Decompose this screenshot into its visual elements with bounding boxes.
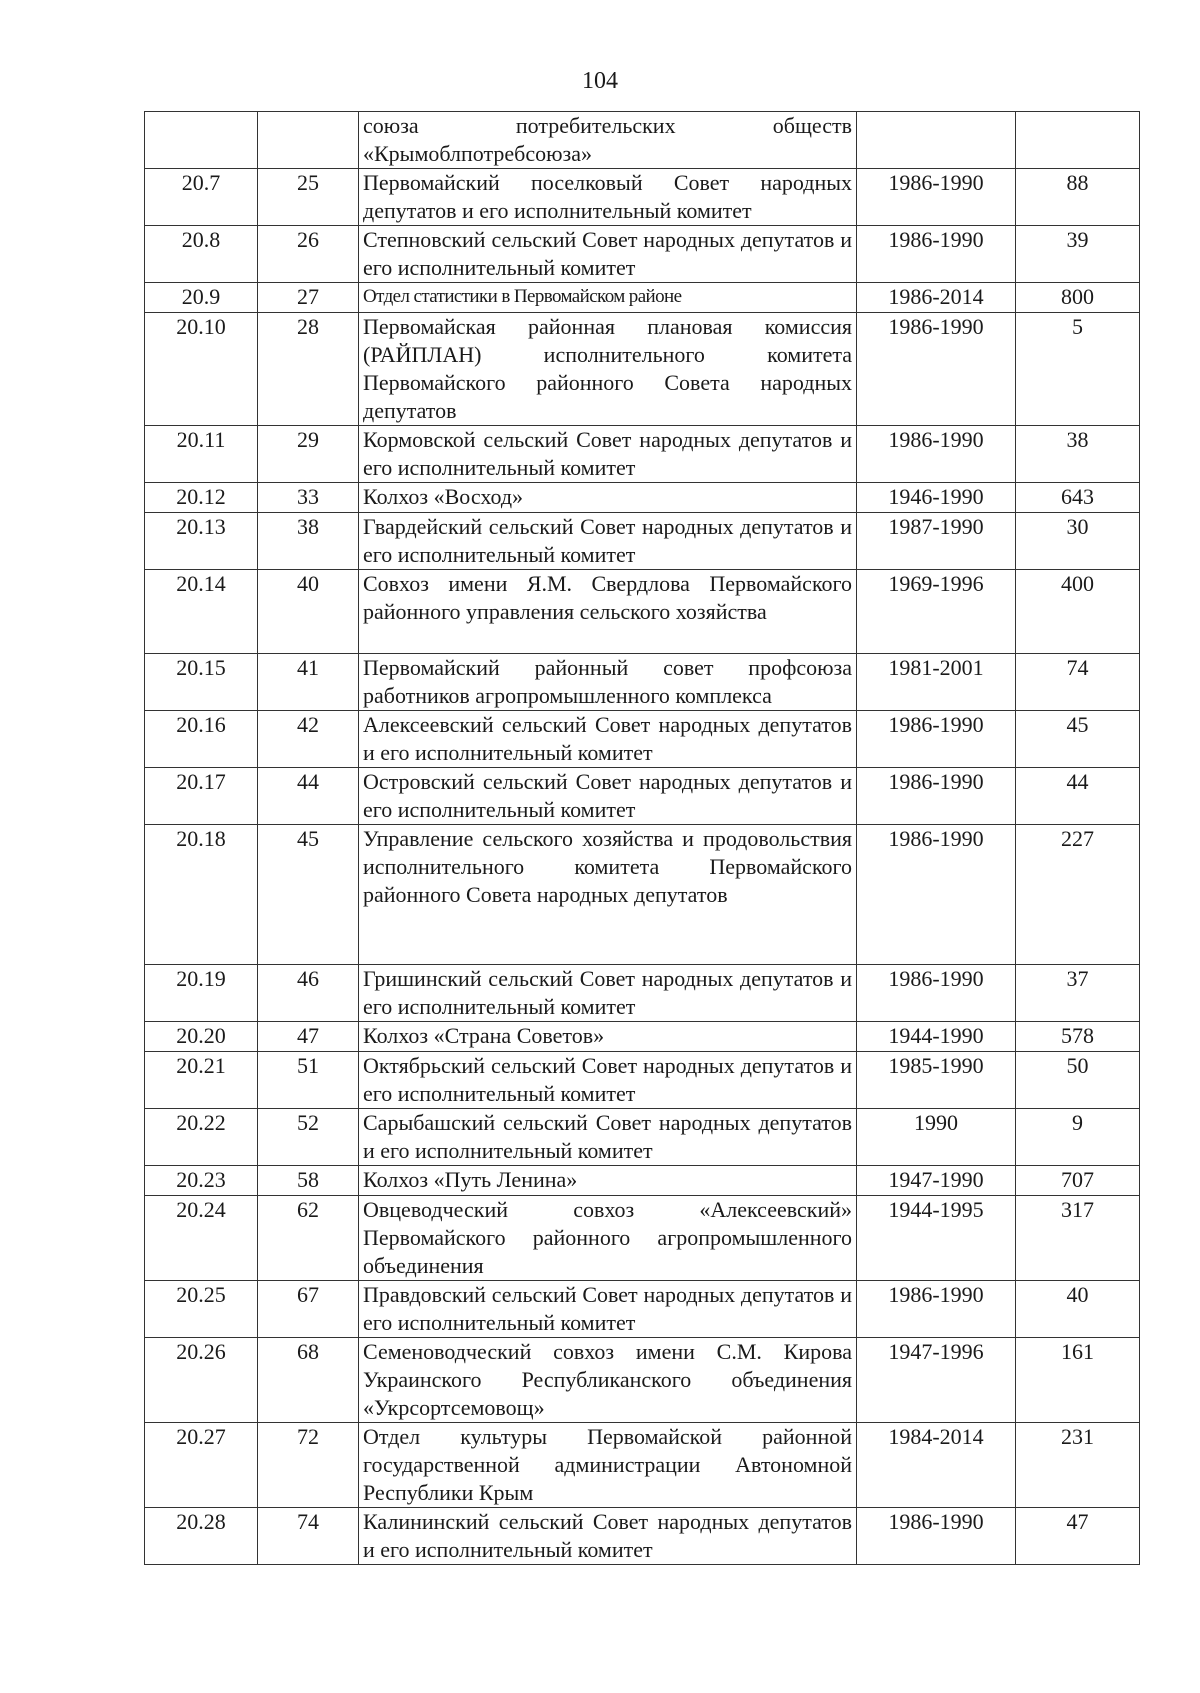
- row-number-cell: 20.25: [145, 1281, 258, 1338]
- table-row: [145, 483, 1140, 513]
- date-range-cell: 1986-1990: [857, 711, 1016, 768]
- storage-units-cell: 37: [1016, 965, 1140, 1022]
- fund-number-cell: 33: [258, 483, 359, 513]
- date-range-cell: 1986-1990: [857, 768, 1016, 825]
- date-range-cell: 1944-1995: [857, 1196, 1016, 1281]
- row-number-cell: 20.27: [145, 1423, 258, 1508]
- storage-units-cell: 44: [1016, 768, 1140, 825]
- fund-number-cell: [258, 112, 359, 169]
- fund-name-cell: Гвардейский сельский Совет народных депутатов и его исполнительный комитет: [359, 513, 857, 570]
- date-range-cell: 1986-2014: [857, 283, 1016, 313]
- fund-name-cell: Колхоз «Путь Ленина»: [359, 1166, 857, 1196]
- table-row: [145, 768, 1140, 825]
- table-row: [145, 112, 1140, 169]
- fund-name-cell: Правдовский сельский Совет народных депутатов и его исполнительный комитет: [359, 1281, 857, 1338]
- date-range-cell: 1947-1990: [857, 1166, 1016, 1196]
- fund-number-cell: 42: [258, 711, 359, 768]
- archive-fund-table: [144, 111, 1140, 1565]
- table-row: [145, 226, 1140, 283]
- storage-units-cell: 231: [1016, 1423, 1140, 1508]
- table-row: [145, 313, 1140, 426]
- date-range-cell: 1984-2014: [857, 1423, 1016, 1508]
- fund-name-cell: Октябрьский сельский Совет народных депутатов и его исполнительный комитет: [359, 1052, 857, 1109]
- fund-name-cell: Управление сельского хозяйства и продовольствия исполнительного комитета Первомайского районного Совета народных депутатов: [359, 825, 857, 965]
- row-number-cell: 20.13: [145, 513, 258, 570]
- storage-units-cell: 88: [1016, 169, 1140, 226]
- row-number-cell: 20.15: [145, 654, 258, 711]
- fund-name-cell: Колхоз «Восход»: [359, 483, 857, 513]
- row-number-cell: 20.18: [145, 825, 258, 965]
- fund-number-cell: 27: [258, 283, 359, 313]
- storage-units-cell: 227: [1016, 825, 1140, 965]
- row-number-cell: 20.8: [145, 226, 258, 283]
- fund-name-cell: Гришинский сельский Совет народных депутатов и его исполнительный комитет: [359, 965, 857, 1022]
- table-row: [145, 711, 1140, 768]
- storage-units-cell: 578: [1016, 1022, 1140, 1052]
- fund-number-cell: 44: [258, 768, 359, 825]
- date-range-cell: 1986-1990: [857, 1281, 1016, 1338]
- fund-number-cell: 72: [258, 1423, 359, 1508]
- row-number-cell: 20.26: [145, 1338, 258, 1423]
- fund-number-cell: 25: [258, 169, 359, 226]
- fund-number-cell: 52: [258, 1109, 359, 1166]
- row-number-cell: [145, 112, 258, 169]
- fund-number-cell: 67: [258, 1281, 359, 1338]
- storage-units-cell: 50: [1016, 1052, 1140, 1109]
- date-range-cell: 1944-1990: [857, 1022, 1016, 1052]
- fund-number-cell: 45: [258, 825, 359, 965]
- storage-units-cell: 38: [1016, 426, 1140, 483]
- row-number-cell: 20.21: [145, 1052, 258, 1109]
- table-row: [145, 513, 1140, 570]
- fund-name-cell: Колхоз «Страна Советов»: [359, 1022, 857, 1052]
- fund-number-cell: 58: [258, 1166, 359, 1196]
- storage-units-cell: 47: [1016, 1508, 1140, 1565]
- date-range-cell: 1987-1990: [857, 513, 1016, 570]
- storage-units-cell: 800: [1016, 283, 1140, 313]
- table-row: [145, 169, 1140, 226]
- row-number-cell: 20.7: [145, 169, 258, 226]
- row-number-cell: 20.16: [145, 711, 258, 768]
- row-number-cell: 20.22: [145, 1109, 258, 1166]
- fund-number-cell: 28: [258, 313, 359, 426]
- date-range-cell: 1985-1990: [857, 1052, 1016, 1109]
- storage-units-cell: 74: [1016, 654, 1140, 711]
- fund-name-cell: Калининский сельский Совет народных депутатов и его исполнительный комитет: [359, 1508, 857, 1565]
- table-row: [145, 1338, 1140, 1423]
- table-row: [145, 1281, 1140, 1338]
- table-row: [145, 283, 1140, 313]
- row-number-cell: 20.19: [145, 965, 258, 1022]
- row-number-cell: 20.17: [145, 768, 258, 825]
- date-range-cell: 1986-1990: [857, 313, 1016, 426]
- table-row: [145, 1196, 1140, 1281]
- storage-units-cell: 5: [1016, 313, 1140, 426]
- date-range-cell: 1986-1990: [857, 1508, 1016, 1565]
- fund-name-cell: союза потребительских обществ «Крымоблпотребсоюза»: [359, 112, 857, 169]
- date-range-cell: 1947-1996: [857, 1338, 1016, 1423]
- fund-name-cell: Первомайский поселковый Совет народных депутатов и его исполнительный комитет: [359, 169, 857, 226]
- fund-number-cell: 41: [258, 654, 359, 711]
- fund-name-cell: Первомайский районный совет профсоюза работников агропромышленного комплекса: [359, 654, 857, 711]
- fund-number-cell: 46: [258, 965, 359, 1022]
- fund-name-cell: Отдел статистики в Первомайском районе: [359, 283, 857, 313]
- storage-units-cell: 45: [1016, 711, 1140, 768]
- date-range-cell: 1946-1990: [857, 483, 1016, 513]
- page-number: 104: [582, 68, 618, 94]
- table-row: [145, 570, 1140, 654]
- date-range-cell: 1986-1990: [857, 426, 1016, 483]
- storage-units-cell: 707: [1016, 1166, 1140, 1196]
- table-row: [145, 1423, 1140, 1508]
- row-number-cell: 20.20: [145, 1022, 258, 1052]
- table-row: [145, 1508, 1140, 1565]
- table-row: [145, 654, 1140, 711]
- fund-name-cell: Островский сельский Совет народных депутатов и его исполнительный комитет: [359, 768, 857, 825]
- fund-name-cell: Алексеевский сельский Совет народных депутатов и его исполнительный комитет: [359, 711, 857, 768]
- fund-number-cell: 26: [258, 226, 359, 283]
- fund-number-cell: 38: [258, 513, 359, 570]
- date-range-cell: 1986-1990: [857, 226, 1016, 283]
- storage-units-cell: 30: [1016, 513, 1140, 570]
- date-range-cell: 1986-1990: [857, 825, 1016, 965]
- storage-units-cell: 400: [1016, 570, 1140, 654]
- fund-name-cell: Кормовской сельский Совет народных депутатов и его исполнительный комитет: [359, 426, 857, 483]
- fund-number-cell: 40: [258, 570, 359, 654]
- storage-units-cell: [1016, 112, 1140, 169]
- table-row: [145, 426, 1140, 483]
- table-row: [145, 965, 1140, 1022]
- row-number-cell: 20.10: [145, 313, 258, 426]
- date-range-cell: [857, 112, 1016, 169]
- storage-units-cell: 643: [1016, 483, 1140, 513]
- fund-name-cell: Первомайская районная плановая комиссия (РАЙПЛАН) исполнительного комитета Первомайского районного Совета народных депутатов: [359, 313, 857, 426]
- fund-name-cell: Семеноводческий совхоз имени С.М. Кирова Украинского Республиканского объединения «Укрсортсемовощ»: [359, 1338, 857, 1423]
- date-range-cell: 1969-1996: [857, 570, 1016, 654]
- row-number-cell: 20.12: [145, 483, 258, 513]
- fund-number-cell: 62: [258, 1196, 359, 1281]
- fund-number-cell: 29: [258, 426, 359, 483]
- row-number-cell: 20.28: [145, 1508, 258, 1565]
- table-row: [145, 1166, 1140, 1196]
- table-row: [145, 1109, 1140, 1166]
- storage-units-cell: 9: [1016, 1109, 1140, 1166]
- storage-units-cell: 317: [1016, 1196, 1140, 1281]
- fund-name-cell: Сарыбашский сельский Совет народных депутатов и его исполнительный комитет: [359, 1109, 857, 1166]
- table-row: [145, 1022, 1140, 1052]
- fund-name-cell: Совхоз имени Я.М. Свердлова Первомайского районного управления сельского хозяйства: [359, 570, 857, 654]
- storage-units-cell: 161: [1016, 1338, 1140, 1423]
- date-range-cell: 1981-2001: [857, 654, 1016, 711]
- fund-name-cell: Отдел культуры Первомайской районной государственной администрации Автономной Республики Крым: [359, 1423, 857, 1508]
- fund-number-cell: 51: [258, 1052, 359, 1109]
- table-row: [145, 1052, 1140, 1109]
- storage-units-cell: 40: [1016, 1281, 1140, 1338]
- row-number-cell: 20.14: [145, 570, 258, 654]
- row-number-cell: 20.11: [145, 426, 258, 483]
- table-row: [145, 825, 1140, 965]
- fund-number-cell: 74: [258, 1508, 359, 1565]
- storage-units-cell: 39: [1016, 226, 1140, 283]
- fund-number-cell: 68: [258, 1338, 359, 1423]
- fund-name-cell: Овцеводческий совхоз «Алексеевский» Первомайского районного агропромышленного объединения: [359, 1196, 857, 1281]
- row-number-cell: 20.24: [145, 1196, 258, 1281]
- date-range-cell: 1986-1990: [857, 169, 1016, 226]
- fund-number-cell: 47: [258, 1022, 359, 1052]
- date-range-cell: 1990: [857, 1109, 1016, 1166]
- date-range-cell: 1986-1990: [857, 965, 1016, 1022]
- fund-name-cell: Степновский сельский Совет народных депутатов и его исполнительный комитет: [359, 226, 857, 283]
- row-number-cell: 20.23: [145, 1166, 258, 1196]
- row-number-cell: 20.9: [145, 283, 258, 313]
